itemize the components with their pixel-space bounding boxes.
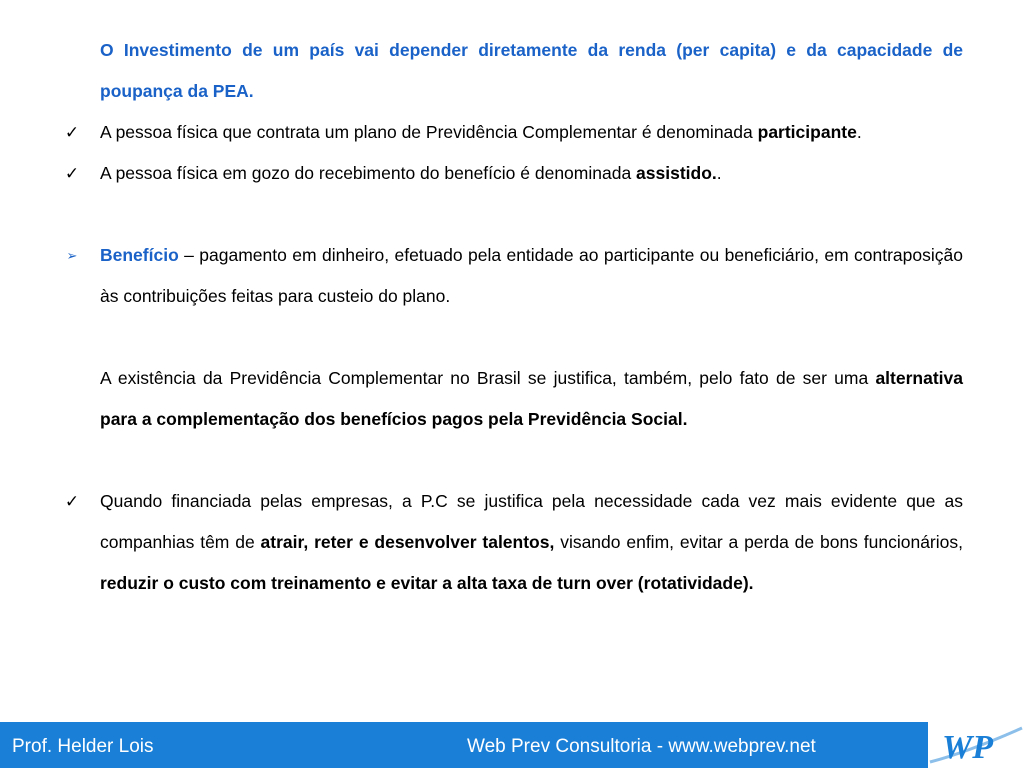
item1-text: A pessoa física que contrata um plano de Previdência Complementar é denominada bbox=[100, 122, 758, 142]
para4-bold: alternativa para a complementação dos benefícios pagos pela Previdência Social. bbox=[100, 368, 963, 429]
logo-text: WP bbox=[942, 729, 993, 766]
check-icon: ✓ bbox=[64, 164, 80, 183]
wp-logo bbox=[928, 722, 1024, 768]
beneficio-term: Benefício bbox=[100, 245, 179, 265]
list-item-assistido bbox=[64, 153, 963, 194]
item5-text2: visando enfim, evitar a perda de bons funcionários, bbox=[554, 532, 963, 552]
item5-bold1: atrair, reter e desenvolver talentos, bbox=[260, 532, 555, 552]
list-item-empresas bbox=[64, 481, 963, 604]
item5-text1: Quando financiada pelas empresas, a P.C se justifica pela necessidade cada vez mais evidente que as companhias têm de bbox=[100, 491, 963, 552]
item5-bold2: reduzir o custo com treinamento e evitar a alta taxa de turn over (rotatividade). bbox=[100, 573, 754, 593]
footer-company: Web Prev Consultoria - www.webprev.net bbox=[467, 736, 816, 757]
wp-logo-icon bbox=[928, 722, 1024, 768]
item1-bold: participante bbox=[757, 122, 857, 142]
list-item-participante bbox=[64, 112, 963, 153]
paragraph-existencia bbox=[100, 358, 963, 440]
intro-text: O Investimento de um país vai depender diretamente da renda (per capita) e da capacidade de poupança da PEA. bbox=[100, 40, 963, 101]
slide-content bbox=[0, 30, 1024, 604]
list-item-beneficio bbox=[66, 235, 963, 317]
item2-end: . bbox=[716, 163, 722, 183]
intro-paragraph bbox=[100, 30, 963, 112]
footer-bar bbox=[0, 722, 1024, 768]
footer-author: Prof. Helder Lois bbox=[12, 736, 154, 757]
arrow-bullet-icon: ➢ bbox=[66, 248, 78, 263]
para4-text: A existência da Previdência Complementar no Brasil se justifica, também, pelo fato de ser uma bbox=[100, 368, 876, 388]
item2-text: A pessoa física em gozo do recebimento do benefício é denominada bbox=[100, 163, 637, 183]
check-icon: ✓ bbox=[64, 123, 80, 142]
item2-bold: assistido. bbox=[636, 163, 717, 183]
check-icon: ✓ bbox=[64, 492, 80, 511]
item1-end: . bbox=[856, 122, 862, 142]
item3-text: – pagamento em dinheiro, efetuado pela entidade ao participante ou beneficiário, em contraposição às contribuições feitas para custeio do plano. bbox=[100, 245, 963, 306]
